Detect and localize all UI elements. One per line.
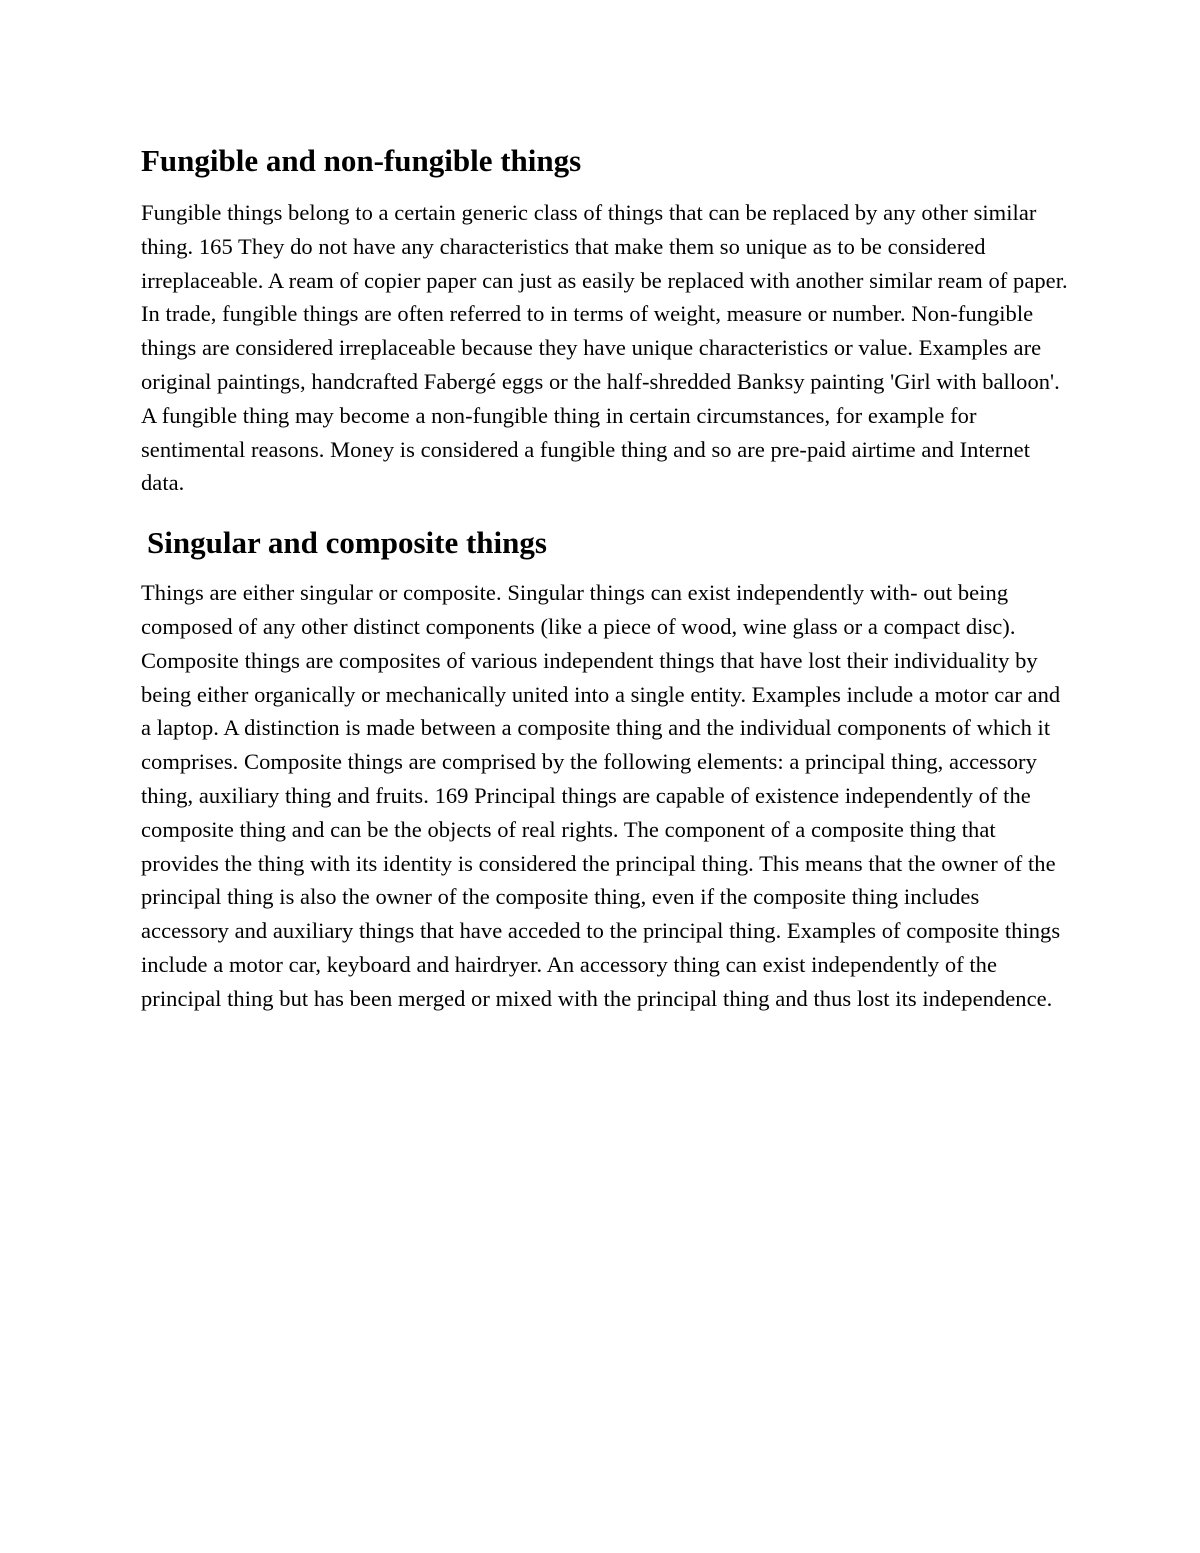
document-content bbox=[141, 140, 1071, 1016]
section-heading-singular-composite: Singular and composite things bbox=[147, 525, 547, 561]
section-heading-fungible: Fungible and non-fungible things bbox=[141, 143, 582, 178]
section-body-fungible: Fungible things belong to a certain generic class of things that can be replaced by any other similar thing. 165 They do not have any characteristics that make them so unique as to be considered irreplaceable. A ream of copier paper can just as easily be replaced with another similar ream of paper. In trade, fungible things are often referred to in terms of weight, measure or number. Non-fungible things are considered irreplaceable because they have unique characteristics or value. Examples are original paintings, handcrafted Fabergé eggs or the half-shredded Banksy painting 'Girl with balloon'. A fungible thing may become a non-fungible thing in certain circumstances, for example for sentimental reasons. Money is considered a fungible thing and so are pre-paid airtime and Internet data. bbox=[141, 200, 1068, 496]
section-body-singular-composite: Things are either singular or composite. Singular things can exist independently with- out being composed of any other distinct components (like a piece of wood, wine glass or a compact disc). Composite things are composites of various independent things that have lost their individuality by being either organically or mechanically united into a single entity. Examples include a motor car and a laptop. A distinction is made between a composite thing and the individual components of which it comprises. Composite things are comprised by the following elements: a principal thing, accessory thing, auxiliary thing and fruits. 169 Principal things are capable of existence independently of the composite thing and can be the objects of real rights. The component of a composite thing that provides the thing with its identity is considered the principal thing. This means that the owner of the principal thing is also the owner of the composite thing, even if the composite thing includes accessory and auxiliary things that have acceded to the principal thing. Examples of composite things include a motor car, keyboard and hairdryer. An accessory thing can exist independently of the principal thing but has been merged or mixed with the principal thing and thus lost its independence. bbox=[141, 580, 1061, 1011]
